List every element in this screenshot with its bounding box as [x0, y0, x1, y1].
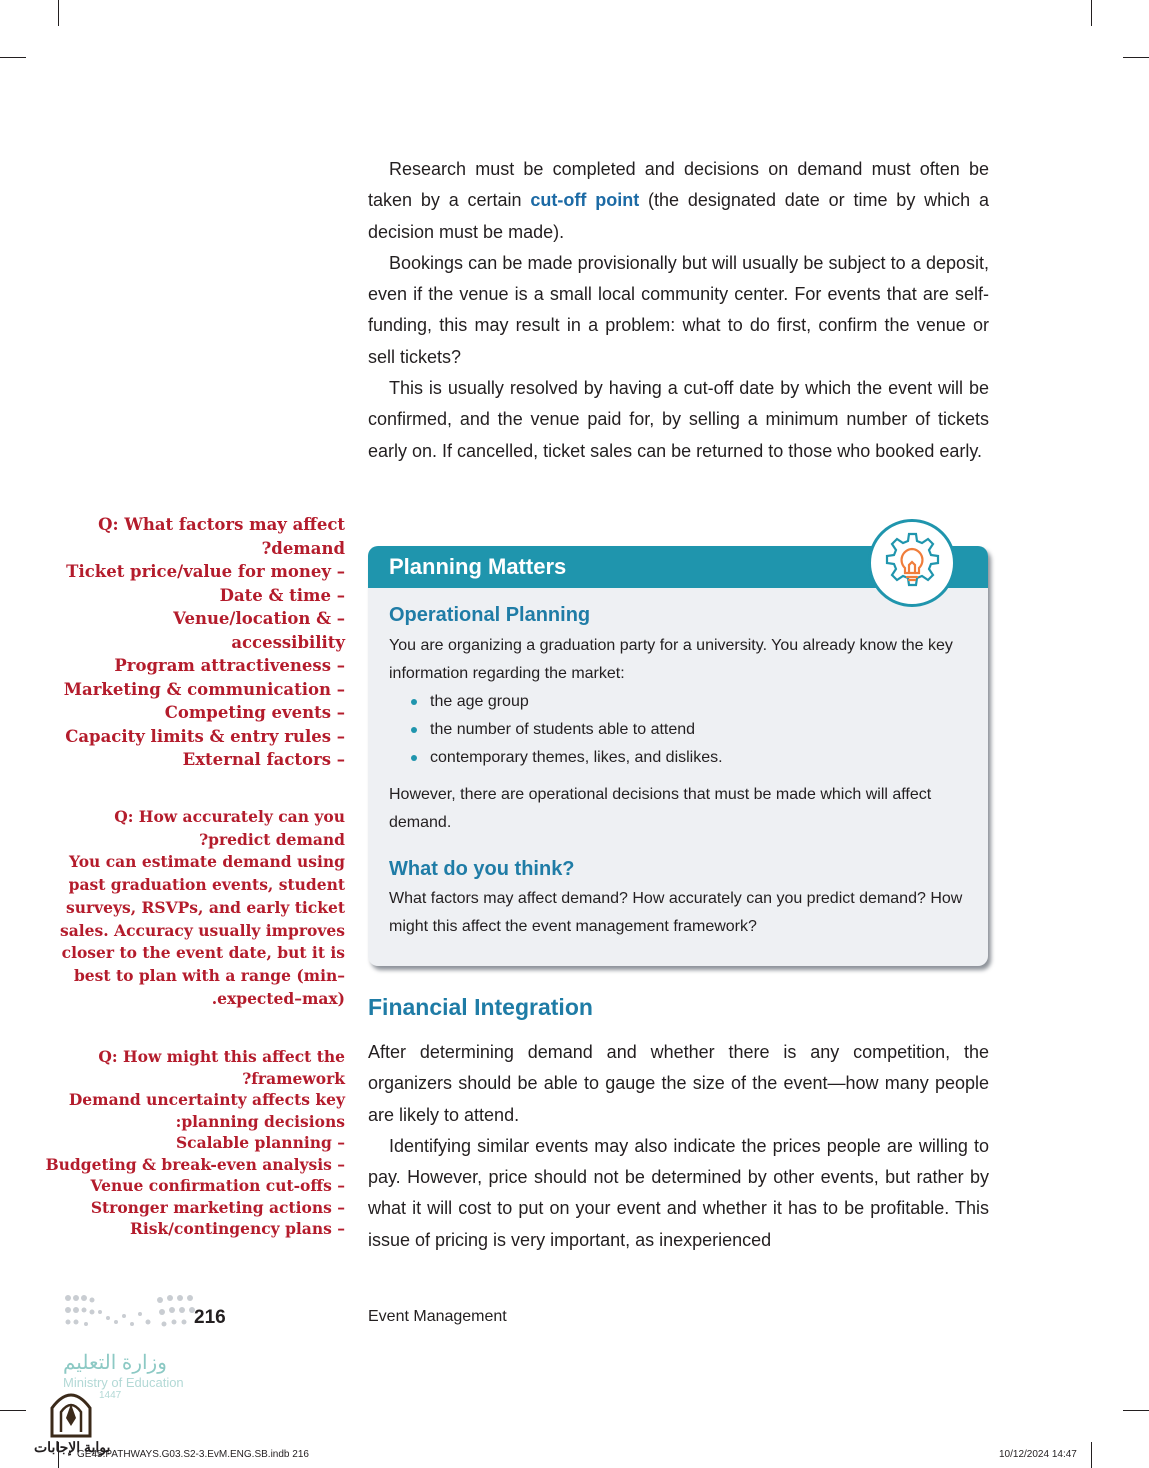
margin-note-line: :planning decisions	[175, 1111, 345, 1131]
financial-integration-heading: Financial Integration	[368, 994, 593, 1020]
decorative-dots	[64, 1292, 196, 1334]
margin-note-line: ?demand	[261, 538, 345, 558]
margin-note-line: Demand uncertainty affects key	[68, 1090, 345, 1109]
margin-note-line: Ticket price/value for money –	[66, 562, 345, 581]
planning-matters-title: Planning Matters	[389, 554, 567, 579]
margin-note-question: Q: How might this affect the	[98, 1047, 345, 1066]
margin-note-line: Stronger marketing actions –	[90, 1197, 345, 1217]
margin-note-line: Capacity limits & entry rules –	[65, 726, 345, 746]
margin-note-question: Q: How accurately can you	[114, 807, 345, 826]
margin-note-line: Marketing & communication –	[63, 679, 345, 699]
slug-right: 10/12/2024 14:47	[999, 1449, 1077, 1460]
page-number: 216	[194, 1307, 226, 1328]
paragraph-text: (the designated date or time by which a decision must be made).	[368, 190, 990, 242]
margin-note-factors	[45, 513, 345, 772]
what-do-you-think-heading: What do you think?	[389, 858, 575, 880]
crop-mark	[1123, 1410, 1149, 1411]
margin-note-line: ?predict demand	[199, 829, 345, 849]
crop-mark	[1091, 0, 1092, 26]
crop-mark	[0, 57, 26, 58]
slug-left: GE45.PATHWAYS.G03.S2-3.EvM.ENG.SB.indb 216	[77, 1449, 309, 1460]
margin-note-framework	[45, 1046, 345, 1240]
margin-note-line: Date & time –	[219, 585, 345, 605]
planning-questions: What factors may affect demand? How accurately can you predict demand? How might this affect the event management framework?	[389, 890, 963, 935]
margin-note-line: Venue/location & –	[173, 609, 345, 628]
ministry-name-arabic: وزارة التعليم	[63, 1352, 167, 1374]
book-title: Event Management	[368, 1308, 507, 1325]
crop-mark	[1123, 57, 1149, 58]
margin-note-line: .expected–max)	[211, 988, 345, 1008]
margin-note-line: sales. Accuracy usually improves	[60, 920, 345, 940]
list-item: the age group	[389, 688, 723, 716]
watermark-logo-icon	[48, 1386, 94, 1438]
margin-note-line: Scalable planning –	[175, 1133, 345, 1152]
margin-note-line: Program attractiveness –	[114, 656, 345, 675]
paragraph-text: Research must be completed and decisions on demand must often be taken by a certain	[368, 159, 989, 211]
planning-intro: You are organizing a graduation party for a university. You already know the key information regarding the market:	[389, 637, 953, 682]
market-info-list	[389, 688, 723, 772]
margin-note-accuracy	[45, 806, 345, 1010]
margin-note-line: Competing events –	[164, 703, 345, 722]
list-item: the number of students able to attend	[389, 716, 723, 744]
margin-note-line: Risk/contingency plans –	[130, 1219, 345, 1238]
margin-note-line: surveys, RSVPs, and early ticket	[66, 897, 345, 917]
crop-mark	[0, 1410, 26, 1411]
operational-planning-heading: Operational Planning	[389, 604, 591, 626]
gear-lightbulb-icon	[868, 519, 956, 607]
planning-matters-box	[368, 546, 988, 966]
margin-note-line: External factors –	[182, 750, 345, 769]
ministry-year: 1447	[99, 1390, 122, 1401]
margin-note-line: past graduation events, student	[68, 875, 345, 895]
keyword-cut-off-point: cut-off point	[530, 190, 640, 211]
paragraph-cutoff	[368, 154, 989, 248]
ministry-name-english: Ministry of Education	[63, 1375, 184, 1390]
margin-note-line: You can estimate demand using	[68, 852, 345, 872]
margin-note-line: Venue confirmation cut-offs –	[90, 1176, 345, 1195]
paragraph-bookings: Bookings can be made provisionally but will usually be subject to a deposit, even if the venue is a small local community center. For events that are self-funding, this may result in a problem: what to do first, confirm the venue or sell tickets?	[368, 252, 989, 367]
body-text-top	[368, 154, 989, 467]
paragraph-pricing: Identifying similar events may also indicate the prices people are willing to pay. However, price should not be determined by other events, but rather by what it will cost to put on your event and whether it has to be profitable. This issue of pricing is very important, as inexperienced	[368, 1135, 989, 1250]
paragraph-event-size: After determining demand and whether there is any competition, the organizers should be able to gauge the size of the event—how many people are likely to attend.	[368, 1042, 989, 1125]
margin-note-line: accessibility	[231, 632, 345, 652]
body-text-financial	[368, 1037, 989, 1256]
watermark-text: بوابة الإجابات	[34, 1439, 111, 1455]
paragraph-resolution: This is usually resolved by having a cut-off date by which the event will be confirmed, and the venue paid for, by selling a minimum number of tickets early on. If cancelled, ticket sales can be returned to those who booked early.	[368, 378, 989, 461]
margin-note-question: Q: What factors may affect	[98, 515, 345, 534]
margin-note-line: ?framework	[242, 1068, 345, 1088]
crop-mark	[58, 0, 59, 26]
planning-operational-decisions: However, there are operational decisions that must be made which will affect demand.	[389, 786, 932, 831]
margin-note-line: Budgeting & break-even analysis –	[45, 1154, 345, 1174]
margin-note-line: best to plan with a range (min–	[73, 965, 345, 985]
list-item: contemporary themes, likes, and dislikes.	[389, 744, 723, 772]
crop-mark	[1091, 1442, 1092, 1468]
margin-note-line: closer to the event date, but it is	[61, 943, 345, 963]
